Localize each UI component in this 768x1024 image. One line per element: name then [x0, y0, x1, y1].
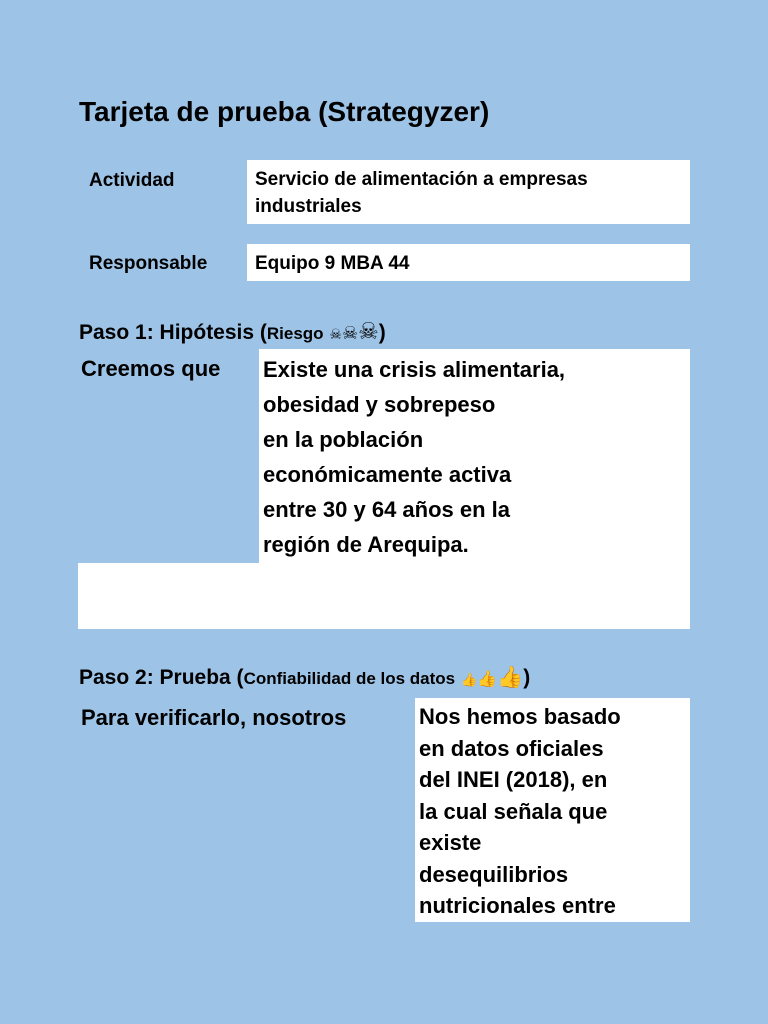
hypothesis-line: entre 30 y 64 años en la [263, 497, 511, 522]
thumbs-up-icon: 👍 [497, 666, 524, 689]
thumbs-up-icon: 👍 [477, 671, 498, 688]
test-line: la cual señala que [419, 798, 608, 824]
hypothesis-line: Existe una crisis alimentaria, [263, 357, 566, 382]
hypothesis-line: región de Arequipa. [263, 532, 469, 557]
step2-heading-close: ) [523, 666, 531, 689]
step2-heading [79, 666, 530, 690]
activity-value: Servicio de alimentación a empresas industriales [247, 160, 690, 224]
test-line: en datos oficiales [419, 735, 604, 761]
step2-qualifier: Confiabilidad de los datos [243, 669, 456, 688]
test-line: del INEI (2018), en [419, 767, 608, 792]
step1-qualifier: Riesgo [266, 324, 324, 343]
skull-crossbones-icon: ☠ [358, 318, 379, 344]
step2-heading-text: Paso 2: Prueba ( [79, 666, 244, 689]
test-line: Nos hemos basado [419, 704, 621, 729]
hypothesis-lead: Creemos que [81, 356, 221, 381]
test-line: existe [419, 830, 482, 855]
step1-heading-text: Paso 1: Hipótesis ( [79, 321, 267, 344]
step1-heading [79, 318, 386, 345]
test-line: nutricionales entre [419, 893, 616, 918]
hypothesis-line: en la población [263, 427, 424, 452]
hypothesis-line: obesidad y sobrepeso [263, 392, 496, 417]
hypothesis-text [263, 352, 565, 562]
test-box [415, 698, 690, 922]
responsible-label: Responsable [89, 253, 208, 274]
skull-crossbones-icon: ☠ [341, 323, 359, 343]
thumbs-up-icon: 👍 [460, 672, 478, 687]
test-line: desequilibrios [419, 861, 569, 887]
step1-heading-close: ) [378, 321, 386, 344]
page-title: Tarjeta de prueba (Strategyzer) [79, 96, 490, 127]
hypothesis-line: económicamente activa [263, 462, 512, 487]
hypothesis-box-extension [78, 563, 260, 629]
responsible-value: Equipo 9 MBA 44 [247, 244, 690, 281]
skull-crossbones-icon: ☠ [329, 326, 342, 342]
activity-label: Actividad [89, 170, 175, 191]
test-lead: Para verificarlo, nosotros [81, 705, 347, 730]
